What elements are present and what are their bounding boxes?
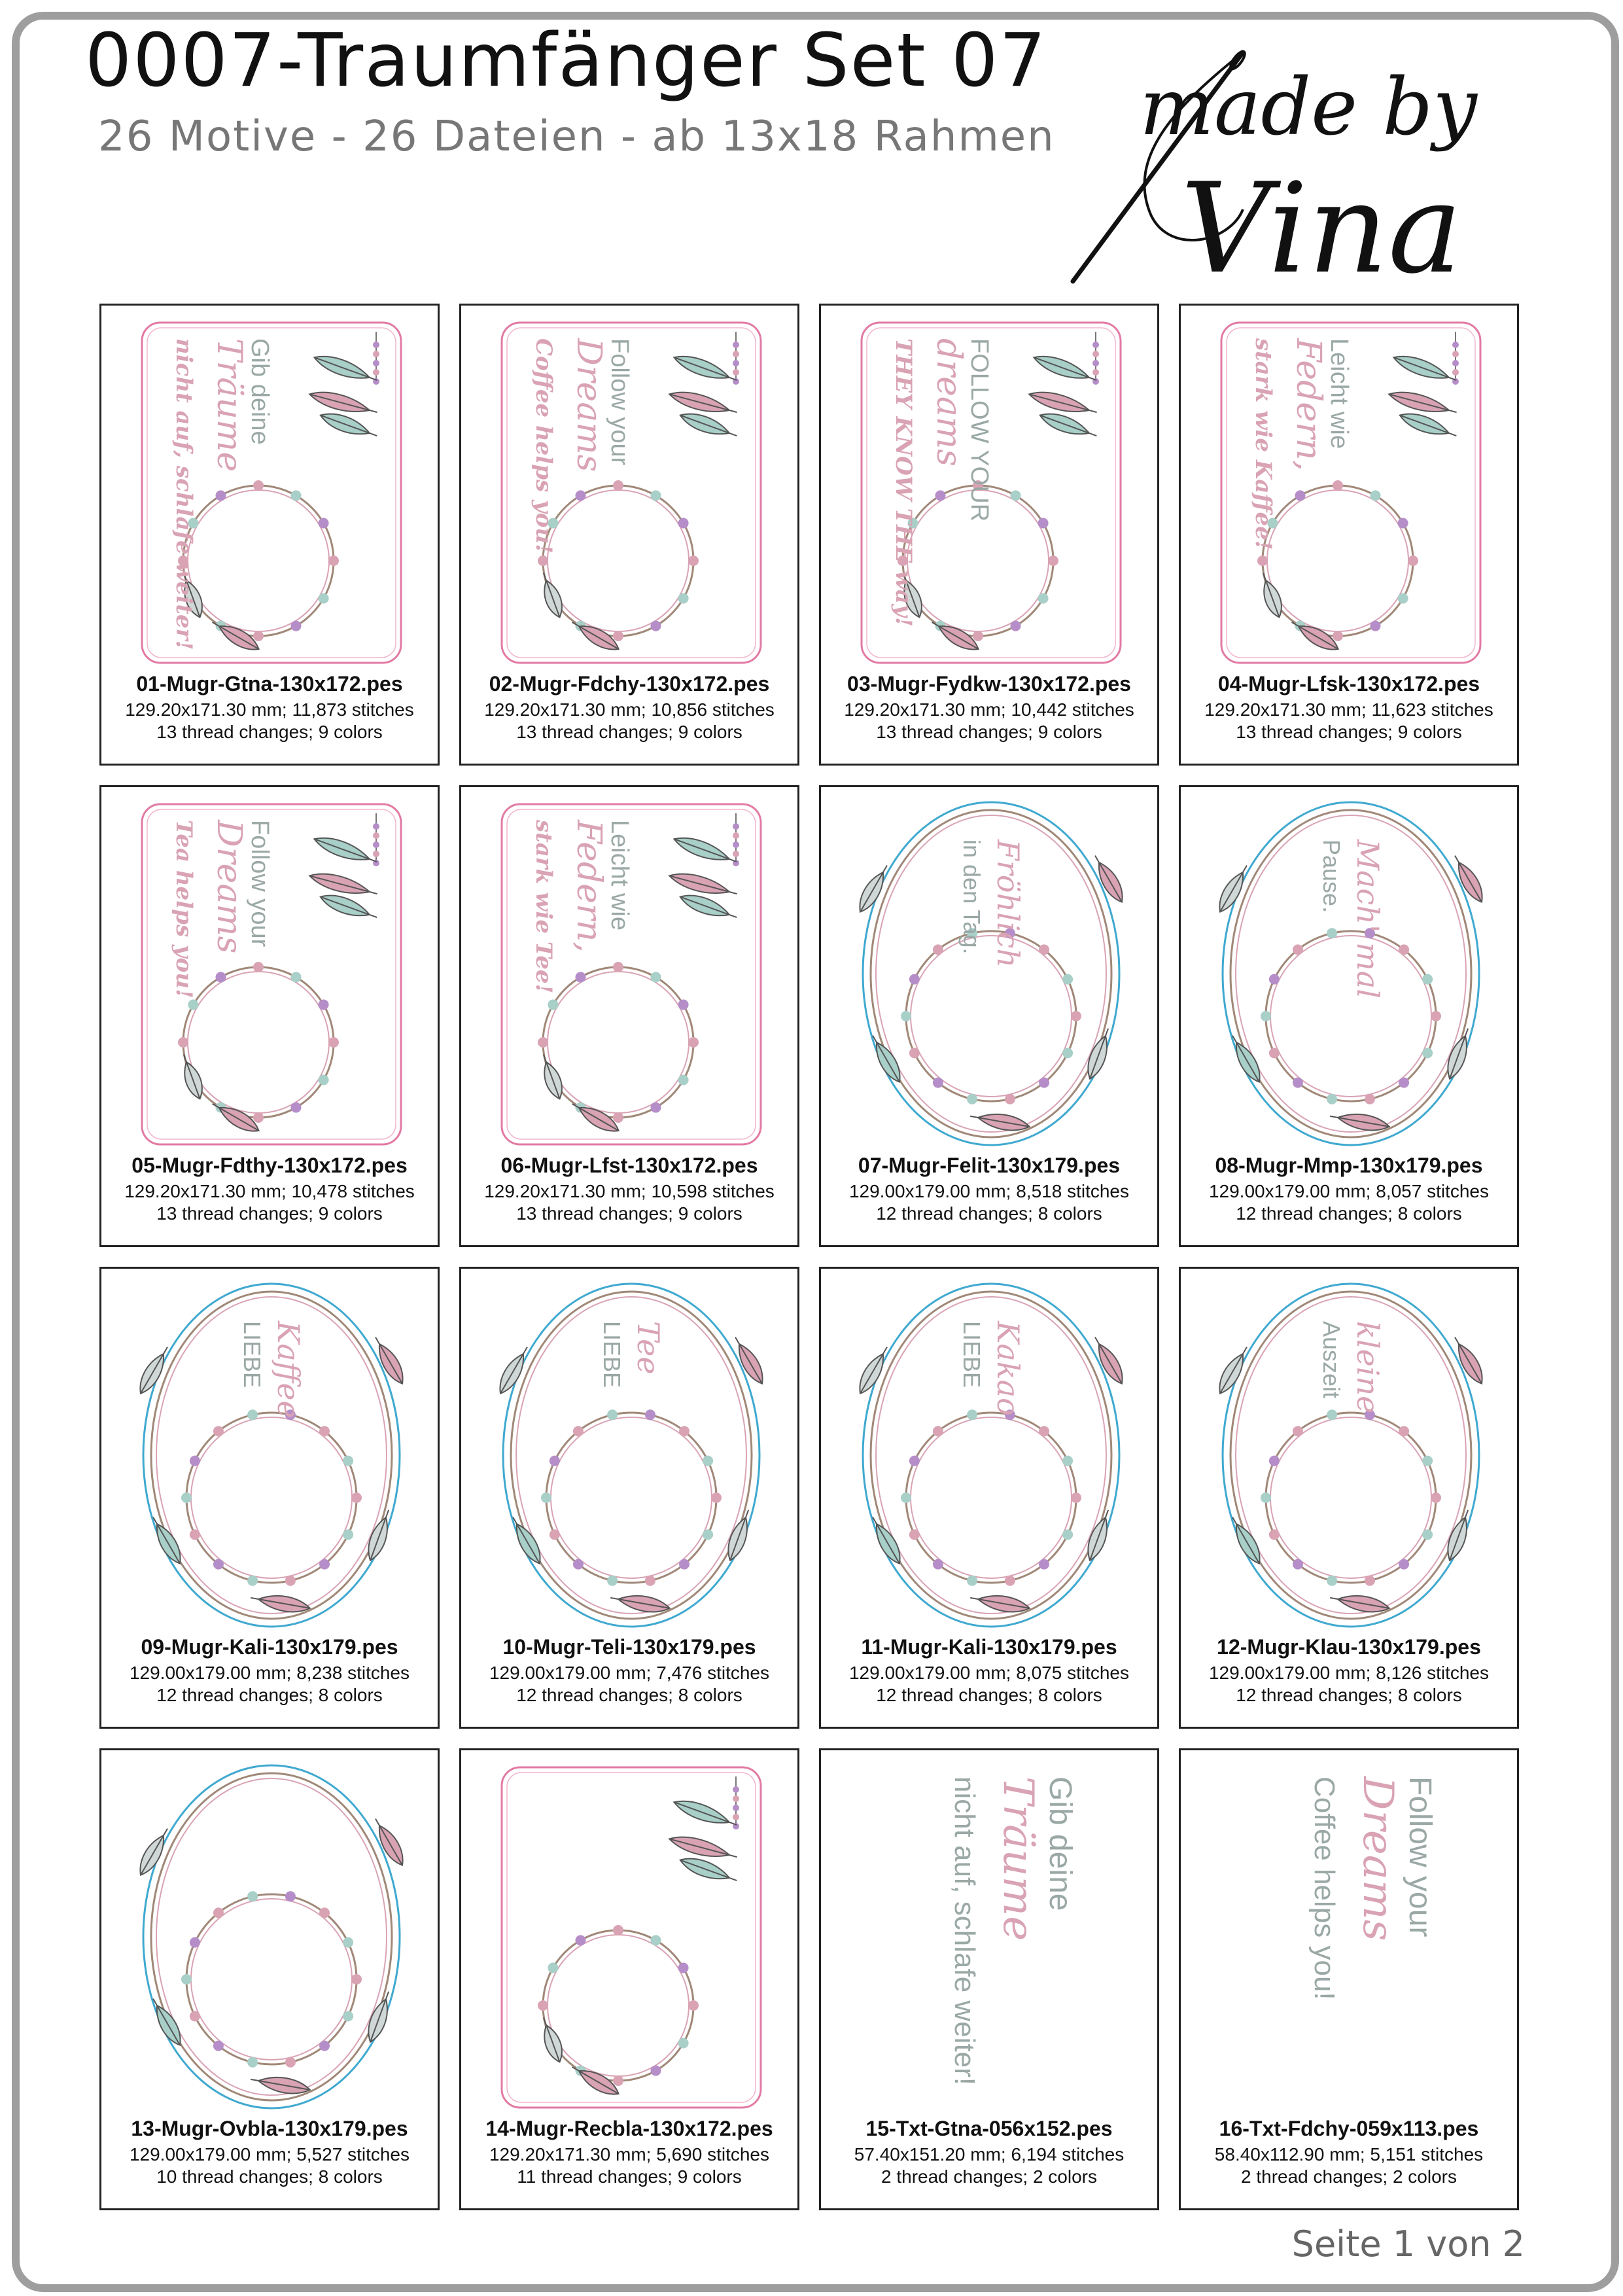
design-preview (1181, 787, 1521, 1154)
design-filename: 10-Mugr-Teli-130x179.pes (502, 1635, 756, 1659)
feather-icon (667, 387, 739, 419)
design-size-stitches: 57.40x151.20 mm; 6,194 stitches (854, 2144, 1125, 2164)
feather-icon (307, 387, 379, 419)
design-grid (99, 304, 1519, 2208)
design-filename: 12-Mugr-Klau-130x179.pes (1217, 1635, 1481, 1659)
feather-icon (369, 1333, 409, 1387)
motif-text: nicht auf, schlafe weiter! (171, 338, 197, 650)
motif-text: LIEBE (958, 1321, 985, 1388)
feather-icon (678, 408, 739, 443)
design-thread-colors: 13 thread changes; 9 colors (516, 722, 742, 742)
feather-icon (678, 1853, 739, 1888)
feather-icon (536, 571, 567, 620)
design-size-stitches: 129.20x171.30 mm; 11,873 stitches (125, 699, 414, 720)
feather-icon (312, 351, 380, 387)
design-filename: 14-Mugr-Recbla-130x172.pes (485, 2117, 773, 2140)
feather-icon (318, 408, 379, 443)
design-filename: 08-Mugr-Mmp-130x179.pes (1215, 1154, 1483, 1177)
design-filename: 11-Mugr-Kali-130x179.pes (861, 1635, 1117, 1659)
design-filename: 15-Txt-Gtna-056x152.pes (865, 2117, 1113, 2140)
motif-text: Träume (209, 338, 249, 472)
design-size-stitches: 129.20x171.30 mm; 11,623 stitches (1204, 699, 1493, 720)
motif-text: FOLLOW YOUR (966, 338, 993, 522)
feather-icon (177, 1052, 207, 1101)
logo-line1: made by (1140, 62, 1477, 153)
motif-text: Kakao (990, 1321, 1026, 1416)
feather-icon (318, 890, 379, 925)
design-preview (461, 306, 801, 672)
feather-icon (672, 351, 740, 387)
design-preview (1181, 1269, 1521, 1635)
motif-text: stark wie Kaffee! (1250, 338, 1276, 550)
feather-icon (1032, 351, 1100, 387)
design-thread-colors: 10 thread changes; 8 colors (156, 2166, 383, 2187)
feather-icon (369, 1815, 409, 1869)
motif-text: stark wie Tee! (531, 820, 557, 994)
design-filename: 05-Mugr-Fdthy-130x172.pes (131, 1154, 408, 1177)
motif-text: Tee (631, 1321, 666, 1375)
design-preview (101, 1750, 442, 2117)
motif-text: Leicht wie (1325, 338, 1353, 449)
feather-icon (1256, 571, 1286, 620)
design-size-stitches: 129.20x171.30 mm; 10,598 stitches (484, 1181, 775, 1201)
motif-text: Träume (994, 1776, 1042, 1941)
design-thread-colors: 12 thread changes; 8 colors (156, 1685, 383, 1705)
motif-text: dreams (929, 338, 968, 467)
feather-icon (729, 1333, 769, 1387)
design-thread-colors: 12 thread changes; 8 colors (876, 1685, 1102, 1705)
motif-text: Coffee helps you! (531, 338, 557, 554)
design-filename: 09-Mugr-Kali-130x179.pes (141, 1635, 398, 1659)
feather-icon (678, 890, 739, 925)
design-card (99, 785, 440, 1247)
design-card (819, 785, 1159, 1247)
design-size-stitches: 129.00x179.00 mm; 8,238 stitches (129, 1663, 410, 1683)
feather-icon (307, 869, 379, 901)
feather-icon (667, 869, 739, 901)
feather-icon (667, 1832, 739, 1864)
design-card (99, 304, 440, 766)
design-size-stitches: 129.20x171.30 mm; 10,478 stitches (124, 1181, 415, 1201)
motif-text: Pause. (1318, 839, 1345, 913)
design-size-stitches: 129.20x171.30 mm; 10,856 stitches (484, 699, 775, 720)
design-card (459, 785, 799, 1247)
feather-icon (536, 2015, 567, 2064)
design-filename: 03-Mugr-Fydkw-130x172.pes (847, 672, 1131, 696)
design-filename: 07-Mugr-Felit-130x179.pes (858, 1154, 1121, 1177)
motif-text: Federn, (1289, 338, 1328, 471)
design-preview (461, 1750, 801, 2117)
motif-text: Dreams (1353, 1776, 1402, 1941)
design-card (459, 1748, 799, 2210)
feather-icon (1089, 852, 1128, 906)
feather-icon (969, 1591, 1031, 1616)
feather-icon (1448, 1333, 1488, 1387)
design-preview (101, 1269, 442, 1635)
design-size-stitches: 129.00x179.00 mm; 8,518 stitches (848, 1181, 1130, 1201)
feather-icon (1391, 351, 1459, 387)
feather-icon (1448, 852, 1488, 906)
design-card (459, 1267, 799, 1729)
design-preview (101, 787, 442, 1154)
design-preview (821, 787, 1161, 1154)
motif-text: Auszeit (1318, 1321, 1345, 1399)
design-preview (821, 1750, 1161, 2117)
design-preview (461, 787, 801, 1154)
design-thread-colors: 12 thread changes; 8 colors (1236, 1203, 1462, 1224)
feather-icon (1089, 1333, 1128, 1387)
page-title: 0007-Traumfänger Set 07 (85, 18, 1047, 103)
design-size-stitches: 129.20x171.30 mm; 10,442 stitches (844, 699, 1134, 720)
design-preview (1181, 306, 1521, 672)
design-size-stitches: 129.20x171.30 mm; 5,690 stitches (489, 2144, 770, 2164)
design-preview (461, 1269, 801, 1635)
design-card (459, 304, 799, 766)
feather-icon (1329, 1591, 1391, 1616)
motif-text: Tea helps you! (171, 820, 197, 998)
feather-icon (536, 1052, 567, 1101)
design-card (819, 304, 1159, 766)
motif-text: LIEBE (599, 1321, 625, 1388)
feather-icon (1397, 408, 1459, 443)
design-filename: 06-Mugr-Lfst-130x172.pes (500, 1154, 758, 1177)
design-card (99, 1267, 440, 1729)
design-size-stitches: 129.00x179.00 mm; 8,075 stitches (848, 1663, 1130, 1683)
design-size-stitches: 129.00x179.00 mm; 7,476 stitches (489, 1663, 770, 1683)
design-preview (821, 1269, 1161, 1635)
motif-text: Kaffee (271, 1321, 306, 1419)
design-preview (821, 306, 1161, 672)
design-filename: 04-Mugr-Lfsk-130x172.pes (1217, 672, 1480, 696)
design-thread-colors: 12 thread changes; 8 colors (876, 1203, 1102, 1224)
design-card (1179, 304, 1519, 766)
design-card (99, 1748, 440, 2210)
motif-text: nicht auf, schlafe weiter! (949, 1776, 981, 2086)
design-thread-colors: 12 thread changes; 8 colors (516, 1685, 742, 1705)
motif-text: Leicht wie (606, 820, 633, 930)
feather-icon (1027, 387, 1098, 419)
motif-text: Follow your (246, 820, 273, 947)
motif-text: Follow your (1403, 1776, 1437, 1937)
feather-icon (969, 1109, 1031, 1134)
design-filename: 13-Mugr-Ovbla-130x179.pes (131, 2117, 408, 2140)
motif-text: in den Tag. (958, 839, 985, 955)
design-thread-colors: 13 thread changes; 9 colors (1236, 722, 1462, 742)
feather-icon (1329, 1109, 1391, 1134)
feather-icon (1387, 387, 1458, 419)
motif-text: Follow your (606, 338, 633, 466)
motif-text: Gib deine (1043, 1776, 1077, 1911)
design-card (1179, 1748, 1519, 2210)
design-preview (1181, 1750, 1521, 2117)
design-thread-colors: 12 thread changes; 8 colors (1236, 1685, 1462, 1705)
motif-text: Federn, (569, 820, 608, 953)
motif-text: THEY KNOW THE way! (890, 338, 916, 627)
feather-icon (249, 2072, 311, 2097)
design-card (819, 1267, 1159, 1729)
design-filename: 16-Txt-Fdchy-059x113.pes (1219, 2117, 1479, 2140)
design-filename: 02-Mugr-Fdchy-130x172.pes (489, 672, 770, 696)
design-thread-colors: 11 thread changes; 9 colors (517, 2166, 742, 2187)
feather-icon (312, 832, 380, 869)
design-thread-colors: 13 thread changes; 9 colors (156, 722, 383, 742)
design-thread-colors: 2 thread changes; 2 colors (1241, 2166, 1457, 2187)
motif-text: Dreams (569, 338, 608, 472)
design-preview (101, 306, 442, 672)
motif-text: Dreams (209, 820, 249, 954)
motif-text: Mach' mal (1350, 839, 1386, 998)
design-size-stitches: 129.00x179.00 mm; 8,126 stitches (1208, 1663, 1490, 1683)
design-thread-colors: 13 thread changes; 9 colors (156, 1203, 383, 1224)
feather-icon (672, 832, 740, 869)
feather-icon (609, 1591, 671, 1616)
motif-text: Gib deine (246, 338, 273, 445)
design-size-stitches: 129.00x179.00 mm; 8,057 stitches (1208, 1181, 1490, 1201)
feather-icon (672, 1795, 740, 1832)
design-thread-colors: 13 thread changes; 9 colors (876, 722, 1102, 742)
motif-text: Coffee helps you! (1308, 1776, 1340, 2000)
page-number: Seite 1 von 2 (1291, 2223, 1525, 2265)
design-card (1179, 785, 1519, 1247)
page-subtitle: 26 Motive - 26 Dateien - ab 13x18 Rahmen (98, 113, 1055, 161)
design-filename: 01-Mugr-Gtna-130x172.pes (136, 672, 403, 696)
motif-text: LIEBE (239, 1321, 266, 1388)
motif-text: Fröhlich (990, 839, 1026, 968)
design-size-stitches: 58.40x112.90 mm; 5,151 stitches (1214, 2144, 1484, 2164)
logo-line2: Vina (1180, 156, 1463, 288)
feather-icon (1038, 408, 1099, 443)
design-card (1179, 1267, 1519, 1729)
design-size-stitches: 129.00x179.00 mm; 5,527 stitches (129, 2144, 410, 2164)
feather-icon (249, 1591, 311, 1616)
motif-text: kleine (1350, 1321, 1386, 1414)
design-card (819, 1748, 1159, 2210)
design-thread-colors: 2 thread changes; 2 colors (881, 2166, 1097, 2187)
made-by-vina-logo (1047, 26, 1524, 288)
design-thread-colors: 13 thread changes; 9 colors (516, 1203, 742, 1224)
